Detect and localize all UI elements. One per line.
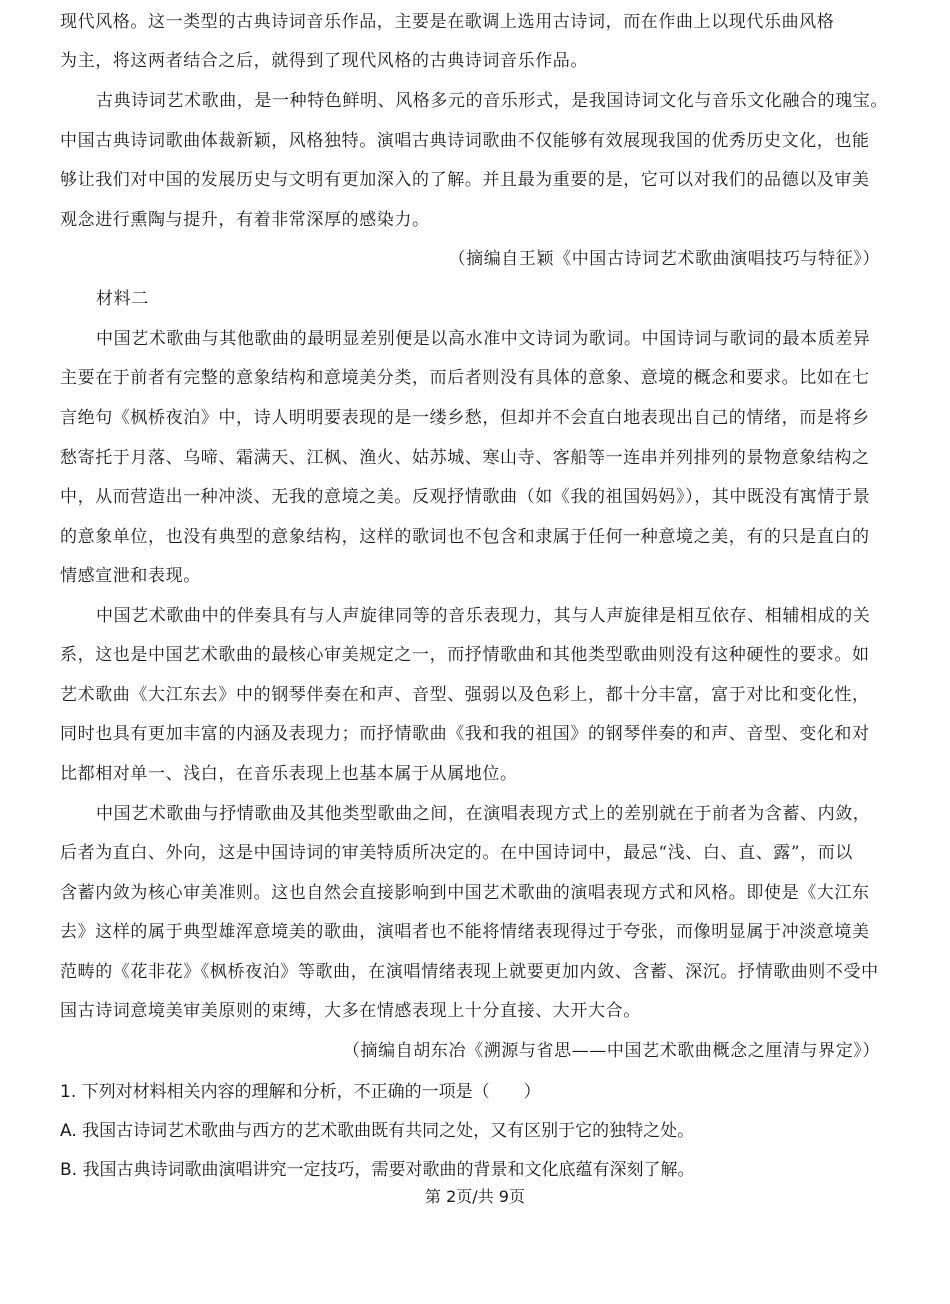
text-line: 现代风格。这一类型的古典诗词音乐作品，主要是在歌调上选用古诗词，而在作曲上以现代乐曲风格 xyxy=(60,12,835,32)
question-stem: 1. 下列对材料相关内容的理解和分析，不正确的一项是（ ） xyxy=(60,1082,541,1102)
text-line: 言绝句《枫桥夜泊》中，诗人明明要表现的是一缕乡愁，但却并不会直白地表现出自己的情绪，而是将乡 xyxy=(60,408,870,428)
source-citation: （摘编自王颖《中国古诗词艺术歌曲演唱技巧与特征》） xyxy=(448,249,880,269)
text-line: 为主，将这两者结合之后，就得到了现代风格的古典诗词音乐作品。 xyxy=(60,51,588,71)
text-line: 主要在于前者有完整的意象结构和意境美分类，而后者则没有具体的意象、意境的概念和要求。比如在七 xyxy=(60,368,870,388)
text-line: 后者为直白、外向，这是中国诗词的审美特质所决定的。在中国诗词中，最忌“浅、白、直、露”，而以 xyxy=(60,843,853,863)
text-line: 中国古典诗词歌曲体裁新颖，风格独特。演唱古典诗词歌曲不仅能够有效展现我国的优秀历史文化，也能 xyxy=(60,131,870,151)
text-line: 同时也具有更加丰富的内涵及表现力；而抒情歌曲《我和我的祖国》的钢琴伴奏的和声、音型、变化和对 xyxy=(60,724,870,744)
text-line: 古典诗词艺术歌曲，是一种特色鲜明、风格多元的音乐形式，是我国诗词文化与音乐文化融合的瑰宝。 xyxy=(96,91,888,111)
option-a: A. 我国古诗词艺术歌曲与西方的艺术歌曲既有共同之处，又有区别于它的独特之处。 xyxy=(60,1121,695,1141)
text-line: 愁寄托于月落、乌啼、霜满天、江枫、渔火、姑苏城、寒山寺、客船等一连串并列排列的景物意象结构之 xyxy=(60,448,870,468)
text-line: 的意象单位，也没有典型的意象结构，这样的歌词也不包含和隶属于任何一种意境之美，有的只是直白的 xyxy=(60,527,870,547)
option-b: B. 我国古典诗词歌曲演唱讲究一定技巧，需要对歌曲的背景和文化底蕴有深刻了解。 xyxy=(60,1160,695,1180)
page-footer: 第 2页/共 9页 xyxy=(425,1187,525,1206)
text-line: 含蓄内敛为核心审美准则。这也自然会直接影响到中国艺术歌曲的演唱表现方式和风格。即使是《大江东 xyxy=(60,883,870,903)
text-line: 国古诗词意境美审美原则的束缚，大多在情感表现上十分直接、大开大合。 xyxy=(60,1001,641,1021)
text-line: 中，从而营造出一种冲淡、无我的意境之美。反观抒情歌曲（如《我的祖国妈妈》），其中既没有寓情于景 xyxy=(60,487,871,507)
source-citation: （摘编自胡东冶《溯源与省思——中国艺术歌曲概念之厘清与界定》） xyxy=(342,1041,880,1061)
text-line: 系，这也是中国艺术歌曲的最核心审美规定之一，而抒情歌曲和其他类型歌曲则没有这种硬性的要求。如 xyxy=(60,645,870,665)
text-line: 去》这样的属于典型雄浑意境美的歌曲，演唱者也不能将情绪表现得过于夸张，而像明显属于冲淡意境美 xyxy=(60,922,870,942)
text-line: 比都相对单一、浅白，在音乐表现上也基本属于从属地位。 xyxy=(60,764,518,784)
text-line: 中国艺术歌曲与抒情歌曲及其他类型歌曲之间，在演唱表现方式上的差别就在于前者为含蓄、内敛， xyxy=(96,804,871,824)
text-line: 情感宣泄和表现。 xyxy=(60,566,201,586)
text-line: 范畴的《花非花》《枫桥夜泊》等歌曲，在演唱情绪表现上就要更加内敛、含蓄、深沉。抒情歌曲则不受中 xyxy=(60,962,879,982)
text-line: 艺术歌曲《大江东去》中的钢琴伴奏在和声、音型、强弱以及色彩上，都十分丰富，富于对比和变化性， xyxy=(60,685,870,705)
section-heading: 材料二 xyxy=(96,289,149,309)
text-line: 观念进行熏陶与提升，有着非常深厚的感染力。 xyxy=(60,210,430,230)
text-line: 够让我们对中国的发展历史与文明有更加深入的了解。并且最为重要的是，它可以对我们的品德以及审美 xyxy=(60,170,870,190)
text-line: 中国艺术歌曲与其他歌曲的最明显差别便是以高水准中文诗词为歌词。中国诗词与歌词的最本质差异 xyxy=(96,329,871,349)
text-line: 中国艺术歌曲中的伴奏具有与人声旋律同等的音乐表现力，其与人声旋律是相互依存、相辅相成的关 xyxy=(96,606,871,626)
